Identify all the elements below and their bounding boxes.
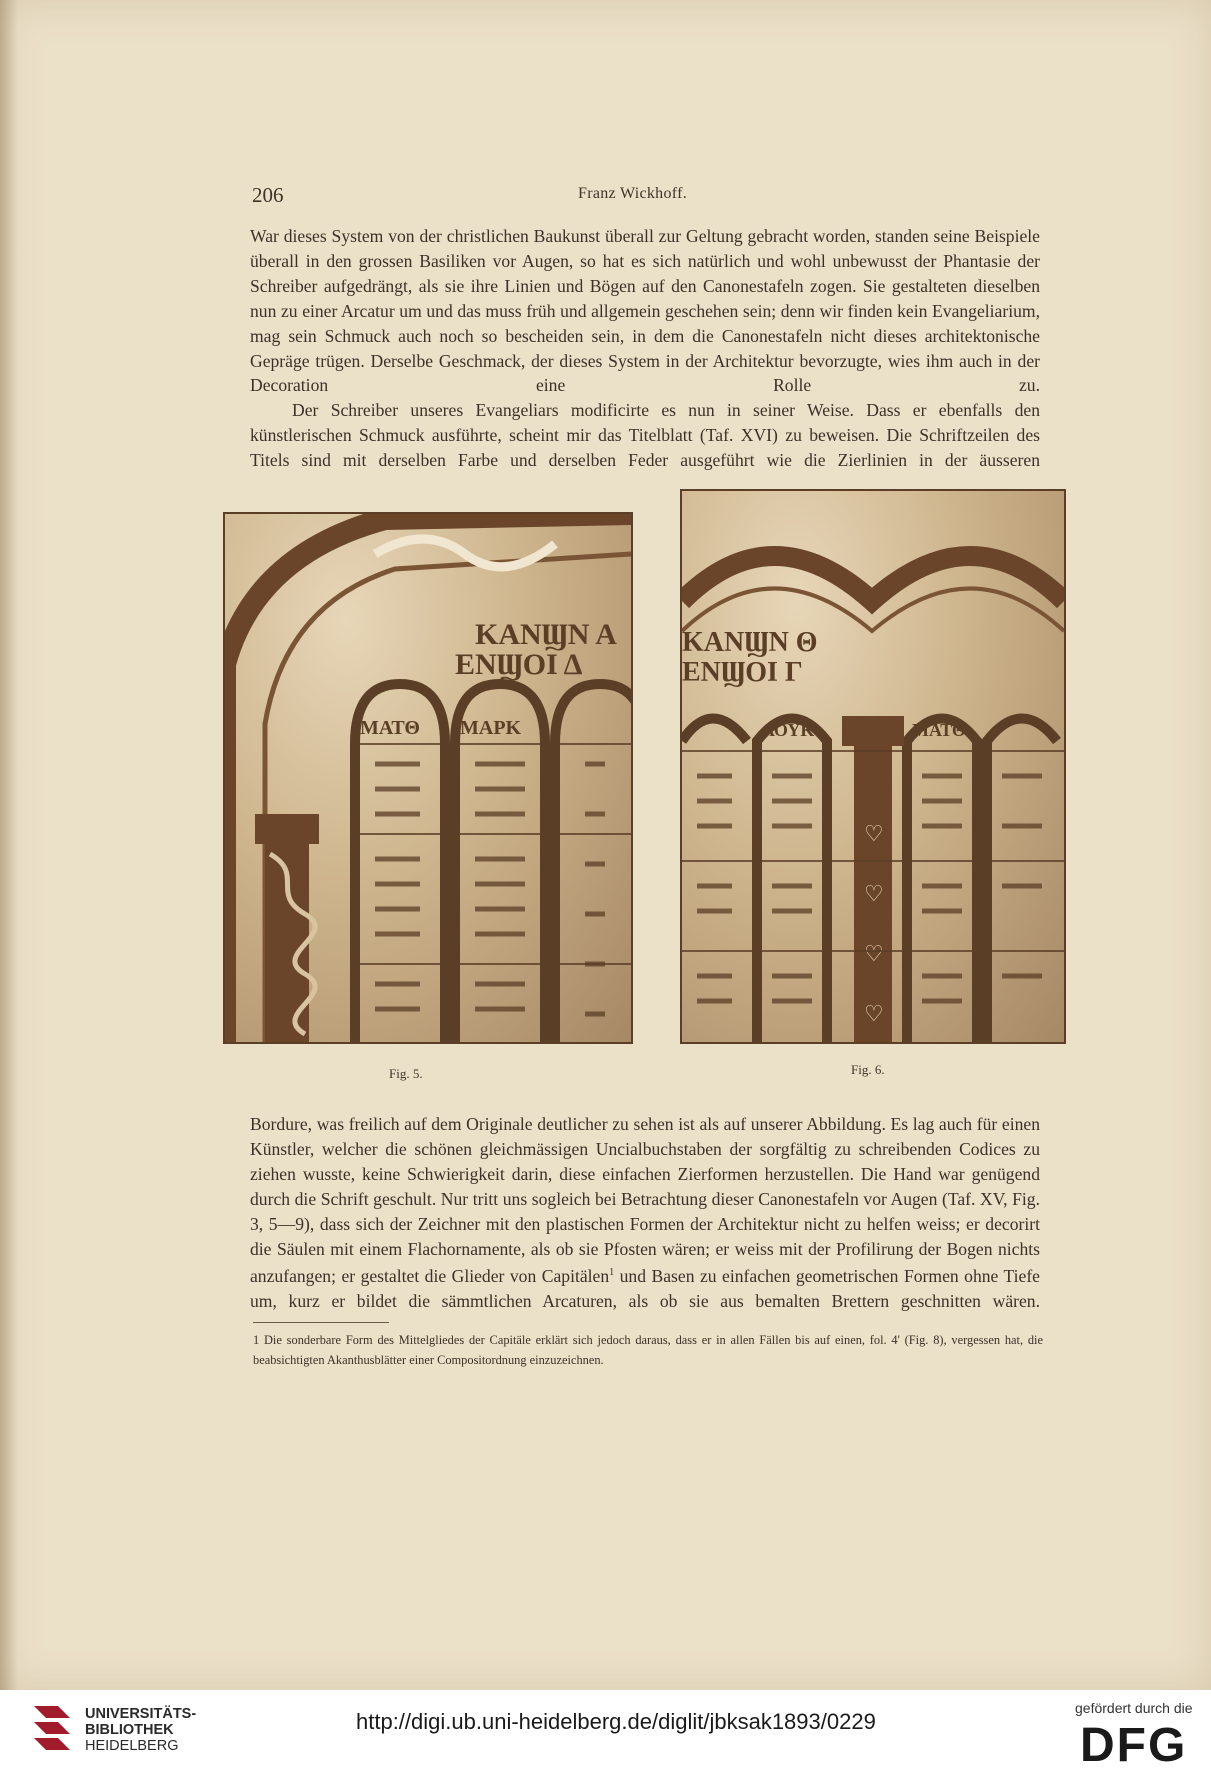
canon-table-illustration (682, 491, 1064, 1042)
permalink-url[interactable]: http://digi.ub.uni-heidelberg.de/diglit/jbksak1893/0229 (356, 1709, 876, 1734)
figure-5-caption: Fig. 5. (389, 1066, 423, 1081)
library-name-line: UNIVERSITÄTS- (85, 1706, 197, 1722)
paragraph: War dieses System von der christlichen Baukunst überall zur Geltung gebracht worden, standen seine Beispiele überall in den grossen Basiliken vor Augen, so hat es sich natürlich und wohl unbewusst der Phantasie der Schreiber aufgedrängt, als sie ihre Linien und Bögen auf den Canonestafeln zogen. Sie gestalteten dieselben nun zu einer Arcatur um und das muss früh und allgemein geschehen sein; denn wir finden kein Evangeliarium, mag sein Schmuck auch noch so bescheiden sein, in dem die Canonestafeln nicht dieses architektonische Gepräge trügen. Derselbe Geschmack, der dieses System in der Architektur bevorzugte, wies ihm auch in der Decoration eine Rolle zu. (250, 226, 1040, 396)
library-name-line: HEIDELBERG (85, 1738, 179, 1754)
canon-heading-line1: ΚΑΝϢΝ Α (475, 618, 617, 651)
paragraph: Der Schreiber unseres Evangeliars modificirte es nun in seiner Weise. Dass er ebenfalls den künstlerischen Schmuck ausführte, scheint mir das Titelblatt (Taf. XVI) zu beweisen. Die Schriftzeilen des Titels sind mit derselben Farbe und derselben Feder ausgeführt wie die Zierlinien in der äusseren (250, 400, 1040, 471)
paragraph-text-continued: und Basen zu einfachen geometrischen Formen ohne Tiefe um, kurz er bildet die sämmtlichen Arcaturen, als ob sie aus bemalten Brettern geschnitten wären. (250, 1266, 1040, 1312)
figure-5-plate (223, 512, 633, 1044)
heart-ornament: ♡ (864, 821, 884, 846)
footnote: 1 Die sonderbare Form des Mittelgliedes der Capitäle erklärt sich jedoch daraus, dass er in allen Fällen bis auf einen, fol. 4' (Fig. 8), vergessen hat, die beabsichtigten Akanthusblätter einer Compositordnung einzuzeichnen. (253, 1333, 1043, 1367)
library-logo-icon (30, 1702, 74, 1754)
library-name-line: BIBLIOTHEK (85, 1722, 174, 1738)
body-text-top (250, 224, 1040, 473)
canon-heading-line2: ΕΝϢΟΙ Γ (682, 657, 803, 688)
heart-ornament: ♡ (864, 1001, 884, 1026)
column-label-right: ΜΑΤΘ (912, 720, 966, 740)
column-label-left: ΜΑΤΘ (360, 717, 420, 739)
dfg-logo: DFG (1080, 1719, 1188, 1772)
figure-6-plate (680, 489, 1066, 1044)
footnote-divider (253, 1322, 389, 1323)
column-label-right: ΜΑΡΚ (460, 717, 522, 739)
library-name (85, 1706, 196, 1754)
heart-ornament: ♡ (864, 941, 884, 966)
paragraph (250, 1112, 1040, 1314)
page-number: 206 (252, 183, 284, 207)
spine-shadow (0, 0, 18, 1690)
heart-ornament: ♡ (864, 881, 884, 906)
canon-heading-line1: ΚΑΝϢΝ Θ (682, 627, 818, 658)
funded-by-label: gefördert durch die (1075, 1700, 1193, 1716)
digitization-footer (0, 1690, 1211, 1781)
body-text-bottom (250, 1112, 1040, 1314)
canon-heading-line2: ΕΝϢΟΙ Δ (455, 648, 583, 681)
paragraph-text: Bordure, was freilich auf dem Originale deutlicher zu sehen ist als auf unserer Abbildung. Es lag auch für einen Künstler, welcher die schönen gleichmässigen Uncialbuchstaben der sorgfältig zu schreibenden Codices zu ziehen wusste, keine Schwierigkeit darin, diese einfachen Zierformen herzustellen. Die Hand war genügend durch die Schrift geschult. Nur tritt uns sogleich bei Betrachtung dieser Canonestafeln vor Augen (Taf. XV, Fig. 3, 5—9), dass sich der Zeichner mit den plastischen Formen der Architektur nicht zu helfen weiss; er decorirt die Säulen mit einem Flachornamente, als ob sie Pfosten wären; er weiss mit der Profilirung der Bogen nichts anzufangen; er gestaltet die Glieder von Capitälen (250, 1114, 1040, 1287)
column-label-left: ΛΟΥΚ (762, 720, 815, 740)
figure-6-caption: Fig. 6. (851, 1062, 885, 1077)
canon-table-illustration (225, 514, 631, 1042)
running-head: Franz Wickhoff. (578, 185, 688, 202)
footnote-marker: 1 (609, 1267, 615, 1279)
